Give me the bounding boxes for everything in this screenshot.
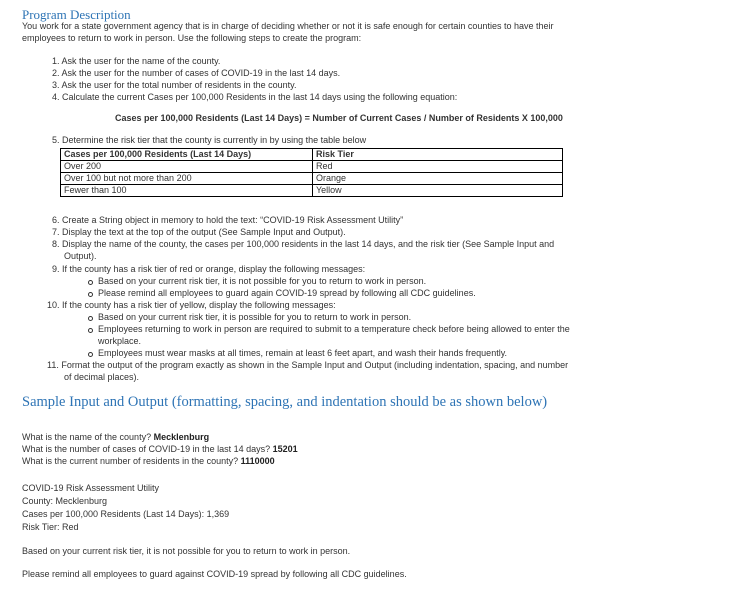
table-cell: Yellow	[313, 185, 563, 197]
step-3: 3. Ask the user for the total number of residents in the county.	[52, 80, 297, 90]
sample-question-3	[22, 456, 275, 467]
table-header-cell: Risk Tier	[313, 149, 563, 161]
equation: Cases per 100,000 Residents (Last 14 Days) = Number of Current Cases / Number of Residents X 100,000	[115, 113, 563, 123]
step-10-bullet-2-line-2: workplace.	[98, 336, 142, 346]
step-8-line-1: 8. Display the name of the county, the cases per 100,000 residents in the last 14 days, and the risk tier (See Sample Input and	[52, 239, 555, 249]
page-title: Program Description	[22, 7, 131, 22]
user-input: 1110000	[240, 456, 275, 466]
step-1: 1. Ask the user for the name of the county.	[52, 56, 221, 66]
table-cell: Red	[313, 161, 563, 173]
step-5: 5. Determine the risk tier that the county is currently in by using the table below	[52, 135, 367, 145]
table-row	[61, 173, 563, 185]
user-input: Mecklenburg	[153, 432, 210, 442]
step-10-bullet-3: Employees must wear masks at all times, remain at least 6 feet apart, and wash their hands frequently.	[98, 348, 508, 358]
prompt-text: What is the number of cases of COVID-19 in the last 14 days?	[22, 444, 273, 454]
step-6: 6. Create a String object in memory to hold the text: “COVID-19 Risk Assessment Utility”	[52, 215, 404, 225]
sample-question-2	[22, 444, 298, 455]
table-cell: Over 200	[61, 161, 313, 173]
output-risk-tier: Risk Tier: Red	[22, 522, 79, 532]
table-header-row	[61, 149, 563, 161]
output-county: County: Mecklenburg	[22, 496, 108, 506]
intro-line-2: employees to return to work in person. Use the following steps to create the program:	[22, 33, 362, 43]
output-message-2: Please remind all employees to guard against COVID-19 spread by following all CDC guidelines.	[22, 569, 407, 579]
step-7: 7. Display the text at the top of the output (See Sample Input and Output).	[52, 227, 346, 237]
step-8-line-2: Output).	[64, 251, 97, 261]
step-9-bullet-1: Based on your current risk tier, it is not possible for you to return to work in person.	[98, 276, 427, 286]
output-cases: Cases per 100,000 Residents (Last 14 Days): 1,369	[22, 509, 230, 519]
step-11-line-2: of decimal places).	[64, 372, 140, 382]
table-row	[61, 161, 563, 173]
sample-question-1	[22, 432, 209, 443]
output-message-1: Based on your current risk tier, it is not possible for you to return to work in person.	[22, 546, 351, 556]
step-9: 9. If the county has a risk tier of red or orange, display the following messages:	[52, 264, 366, 274]
step-9-bullet-2: Please remind all employees to guard again COVID-19 spread by following all CDC guidelines.	[98, 288, 476, 298]
prompt-text: What is the current number of residents in the county?	[22, 456, 241, 466]
risk-tier-table	[60, 148, 563, 197]
table-cell: Over 100 but not more than 200	[61, 173, 313, 185]
step-11-line-1: 11. Format the output of the program exactly as shown in the Sample Input and Output (including indentation, spacing, and number	[47, 360, 569, 370]
step-10-bullet-2-line-1: Employees returning to work in person are required to submit to a temperature check before being allowed to enter the	[98, 324, 570, 334]
table-cell: Fewer than 100	[61, 185, 313, 197]
table-cell: Orange	[313, 173, 563, 185]
table-row	[61, 185, 563, 197]
sample-heading: Sample Input and Output (formatting, spacing, and indentation should be as shown below)	[22, 394, 548, 410]
prompt-text: What is the name of the county?	[22, 432, 154, 442]
step-10: 10. If the county has a risk tier of yellow, display the following messages:	[47, 300, 336, 310]
intro-line-1: You work for a state government agency that is in charge of deciding whether or not it is safe enough for certain counties to have their	[22, 21, 554, 31]
table-header-cell: Cases per 100,000 Residents (Last 14 Days)	[61, 149, 313, 161]
step-2: 2. Ask the user for the number of cases of COVID-19 in the last 14 days.	[52, 68, 341, 78]
output-title: COVID-19 Risk Assessment Utility	[22, 483, 160, 493]
user-input: 15201	[272, 444, 298, 454]
step-4: 4. Calculate the current Cases per 100,000 Residents in the last 14 days using the following equation:	[52, 92, 458, 102]
step-10-bullet-1: Based on your current risk tier, it is possible for you to return to work in person.	[98, 312, 412, 322]
